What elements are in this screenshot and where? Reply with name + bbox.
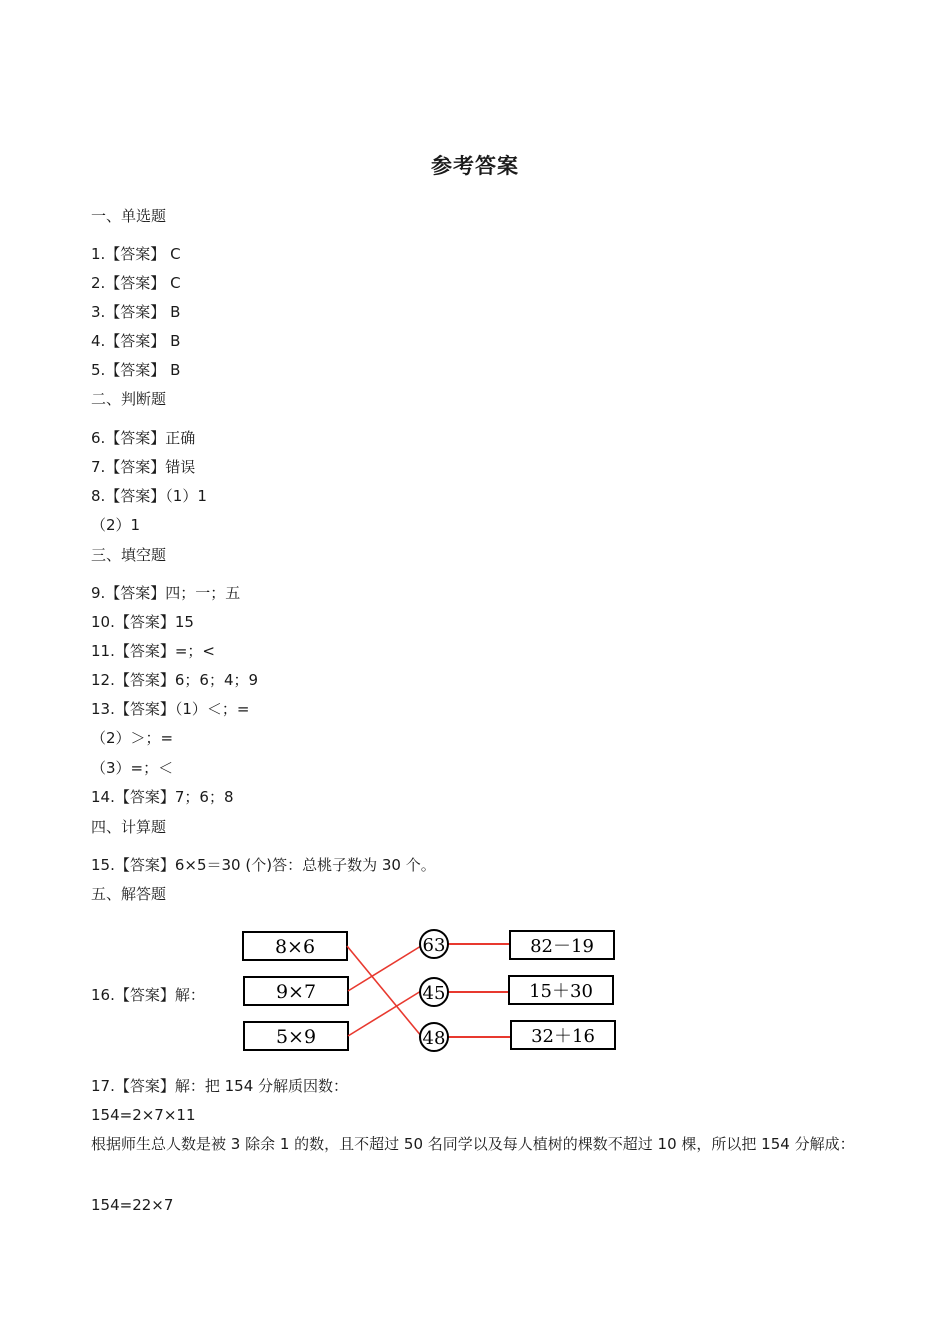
section-heading-problem-solving: 五、解答题 <box>91 885 167 903</box>
svg-text:5×9: 5×9 <box>275 1026 317 1048</box>
answer-7: 7.【答案】错误 <box>91 458 196 476</box>
answer-15: 15.【答案】6×5＝30 (个)答：总桃子数为 30 个。 <box>91 856 436 874</box>
answer-8: 8.【答案】（1）1 <box>91 487 207 505</box>
answer-2: 2.【答案】 C <box>91 274 181 292</box>
left-box-1 <box>243 932 347 960</box>
page-title: 参考答案 <box>431 154 519 178</box>
svg-text:48: 48 <box>422 1028 446 1049</box>
left-box-2 <box>244 977 348 1005</box>
svg-text:15＋30: 15＋30 <box>529 981 593 1002</box>
answer-8-part-2: （2）1 <box>91 516 141 534</box>
line-5x9-to-45 <box>348 991 421 1036</box>
answer-3: 3.【答案】 B <box>91 303 181 321</box>
answer-6: 6.【答案】正确 <box>91 429 196 447</box>
answer-4: 4.【答案】 B <box>91 332 181 350</box>
answer-5: 5.【答案】 B <box>91 361 181 379</box>
svg-text:8×6: 8×6 <box>274 936 316 958</box>
svg-text:45: 45 <box>422 983 446 1004</box>
answer-1: 1.【答案】 C <box>91 245 181 263</box>
answer-17-reasoning: 根据师生总人数是被 3 除余 1 的数，且不超过 50 名同学以及每人植树的棵数不超过 10 棵，所以把 154 分解成： <box>91 1135 855 1153</box>
answer-12: 12.【答案】6；6；4；9 <box>91 671 259 689</box>
matching-diagram <box>238 924 624 1056</box>
svg-text:82－19: 82－19 <box>530 936 594 957</box>
left-box-3 <box>244 1022 348 1050</box>
answer-13: 13.【答案】（1）＜；= <box>91 700 250 718</box>
answer-13-part-2: （2）＞；= <box>91 729 174 747</box>
answer-17: 17.【答案】解：把 154 分解质因数： <box>91 1077 349 1095</box>
section-heading-calculation: 四、计算题 <box>91 818 167 836</box>
answer-9: 9.【答案】四；一；五 <box>91 584 241 602</box>
svg-text:9×7: 9×7 <box>275 981 317 1003</box>
line-8x6-to-48 <box>347 946 422 1037</box>
svg-text:32＋16: 32＋16 <box>531 1026 595 1047</box>
line-9x7-to-63 <box>348 946 421 991</box>
answer-16: 16.【答案】解： <box>91 986 205 1004</box>
section-heading-fill-blank: 三、填空题 <box>91 546 167 564</box>
circle-3 <box>420 1023 448 1051</box>
section-heading-true-false: 二、判断题 <box>91 390 167 408</box>
circle-2 <box>420 978 448 1006</box>
answer-17-factorization: 154=2×7×11 <box>91 1106 196 1124</box>
svg-text:63: 63 <box>422 935 446 956</box>
right-box-2 <box>509 976 613 1004</box>
right-box-1 <box>510 931 614 959</box>
answer-13-part-3: （3）=；＜ <box>91 759 174 777</box>
section-heading-single-choice: 一、单选题 <box>91 207 167 225</box>
answer-10: 10.【答案】15 <box>91 613 194 631</box>
answer-17-result: 154=22×7 <box>91 1196 174 1214</box>
circle-1 <box>420 930 448 958</box>
answer-14: 14.【答案】7；6；8 <box>91 788 234 806</box>
answer-11: 11.【答案】=；< <box>91 642 215 660</box>
right-box-3 <box>511 1021 615 1049</box>
